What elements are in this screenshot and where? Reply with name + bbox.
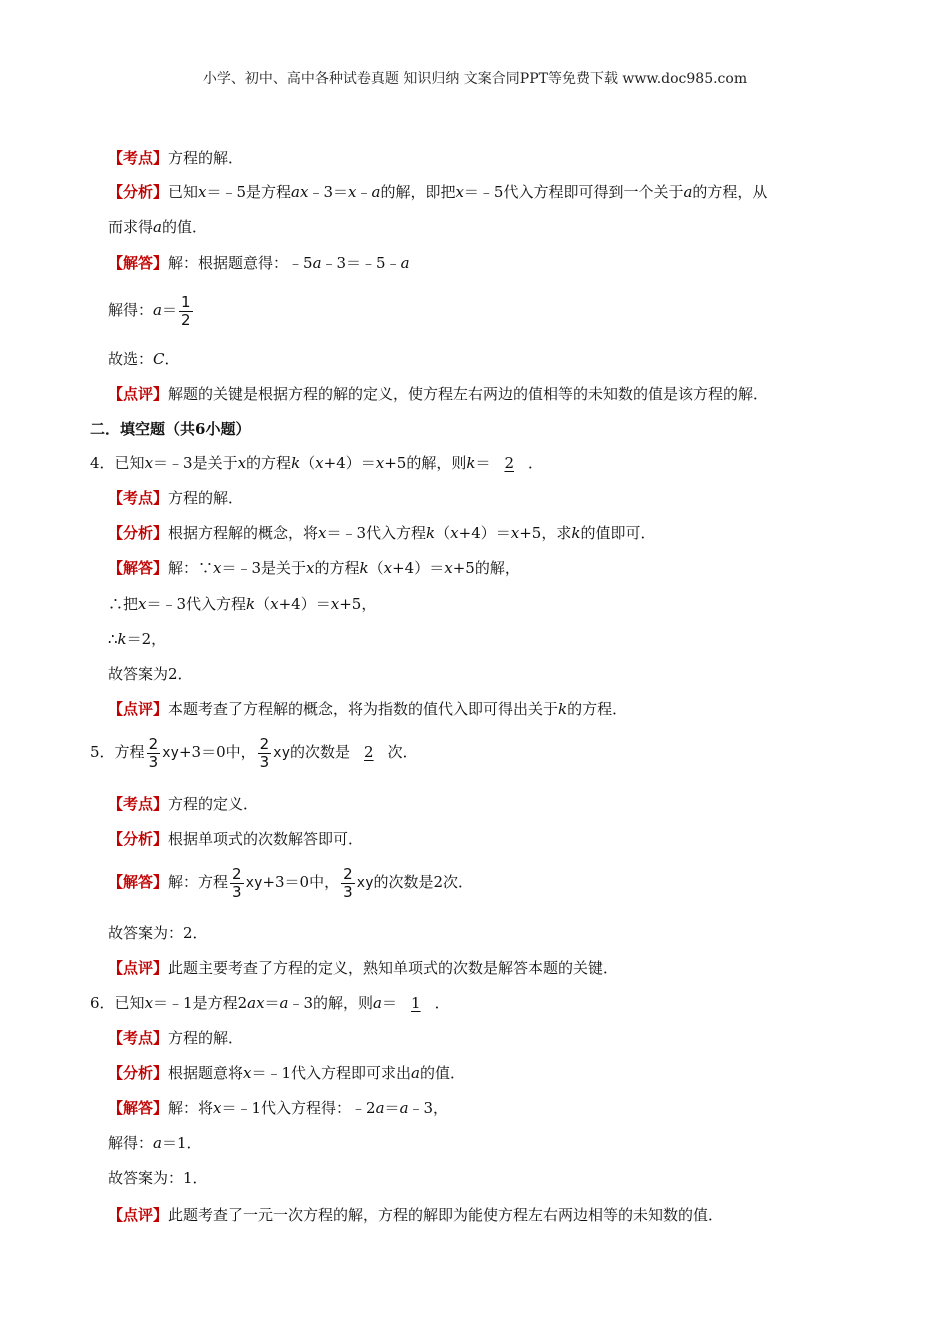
q6-stem: 6．已知x＝﹣1是方程2ax＝a﹣3的解，则a＝ 1 ． bbox=[90, 994, 450, 1012]
q6-conclusion: 故答案为：1． bbox=[108, 1169, 208, 1187]
q3-fenxi: 【分析】已知x＝﹣5是方程ax﹣3＝x﹣a的解，即把x＝﹣5代入方程即可得到一个关于a的方程，从 bbox=[108, 183, 768, 201]
q5-conclusion: 故答案为：2． bbox=[108, 924, 208, 942]
q4-answer: 2 bbox=[504, 454, 515, 472]
q5-fenxi: 【分析】根据单项式的次数解答即可． bbox=[108, 830, 364, 848]
q6-answer: 1 bbox=[411, 994, 421, 1012]
q3-kaodian: 【考点】方程的解． bbox=[108, 149, 244, 167]
q4-step2: ∴k＝2， bbox=[108, 630, 167, 648]
q5-dianping: 【点评】此题主要考查了方程的定义，熟知单项式的次数是解答本题的关键． bbox=[108, 959, 619, 977]
q5-kaodian: 【考点】方程的定义． bbox=[108, 795, 259, 813]
q3-jiede: 解得：a＝ $\frac{1}{2}$ bbox=[108, 292, 191, 329]
q5-stem: 5．方程 $\frac{2}{3}$ xy+3＝0中， $\frac{2}{3}$ xy的次数是 2 次． bbox=[90, 732, 418, 773]
q4-dianping: 【点评】本题考查了方程解的概念，将为指数的值代入即可得出关于k的方程． bbox=[108, 700, 628, 718]
page-header: 小学、初中、高中各种试卷真题 知识归纳 文案合同PPT等免费下载 www.doc985.com bbox=[202, 71, 748, 87]
q4-kaodian: 【考点】方程的解． bbox=[108, 489, 244, 507]
q5-answer: 2 bbox=[364, 743, 374, 761]
q4-conclusion: 故答案为2． bbox=[108, 665, 193, 683]
q3-jieda: 【解答】解：根据题意得：﹣5a﹣3＝﹣5﹣a bbox=[108, 254, 410, 272]
q3-guxuan: 故选：C． bbox=[108, 350, 180, 368]
q6-fenxi: 【分析】根据题意将x＝﹣1代入方程即可求出a的值． bbox=[108, 1064, 466, 1082]
q4-step1: ∴把x＝﹣3代入方程k（x+4）＝x+5， bbox=[108, 595, 377, 613]
tag-kaodian: 【考点】 bbox=[108, 149, 169, 167]
q6-jiede: 解得：a＝1． bbox=[108, 1134, 202, 1152]
q4-jieda: 【解答】解：∵x＝﹣3是关于x的方程k（x+4）＝x+5的解， bbox=[108, 559, 520, 577]
fraction-one-half: $\frac{1}{2}$ bbox=[180, 292, 191, 329]
q4-stem: 4．已知x＝﹣3是关于x的方程k（x+4）＝x+5的解，则k＝ 2 ． bbox=[90, 454, 544, 472]
q5-jieda: 【解答】解：方程 $\frac{2}{3}$ xy+3＝0中， $\frac{2}{3}$ xy的次数是2次． bbox=[108, 864, 474, 901]
section-title: 二．填空题（共6小题） bbox=[90, 420, 251, 438]
fraction-two-thirds: $\frac{2}{3}$ bbox=[148, 734, 159, 771]
q3-fenxi-cont: 而求得a的值． bbox=[108, 218, 207, 236]
q3-dianping: 【点评】解题的关键是根据方程的解的定义，使方程左右两边的值相等的未知数的值是该方程的解． bbox=[108, 385, 769, 403]
q6-dianping: 【点评】此题考查了一元一次方程的解，方程的解即为能使方程左右两边相等的未知数的值． bbox=[108, 1206, 724, 1224]
q6-kaodian: 【考点】方程的解． bbox=[108, 1029, 244, 1047]
q6-jieda: 【解答】解：将x＝﹣1代入方程得：﹣2a＝a﹣3， bbox=[108, 1099, 449, 1117]
q4-fenxi: 【分析】根据方程解的概念，将x＝﹣3代入方程k（x+4）＝x+5，求k的值即可． bbox=[108, 524, 656, 542]
